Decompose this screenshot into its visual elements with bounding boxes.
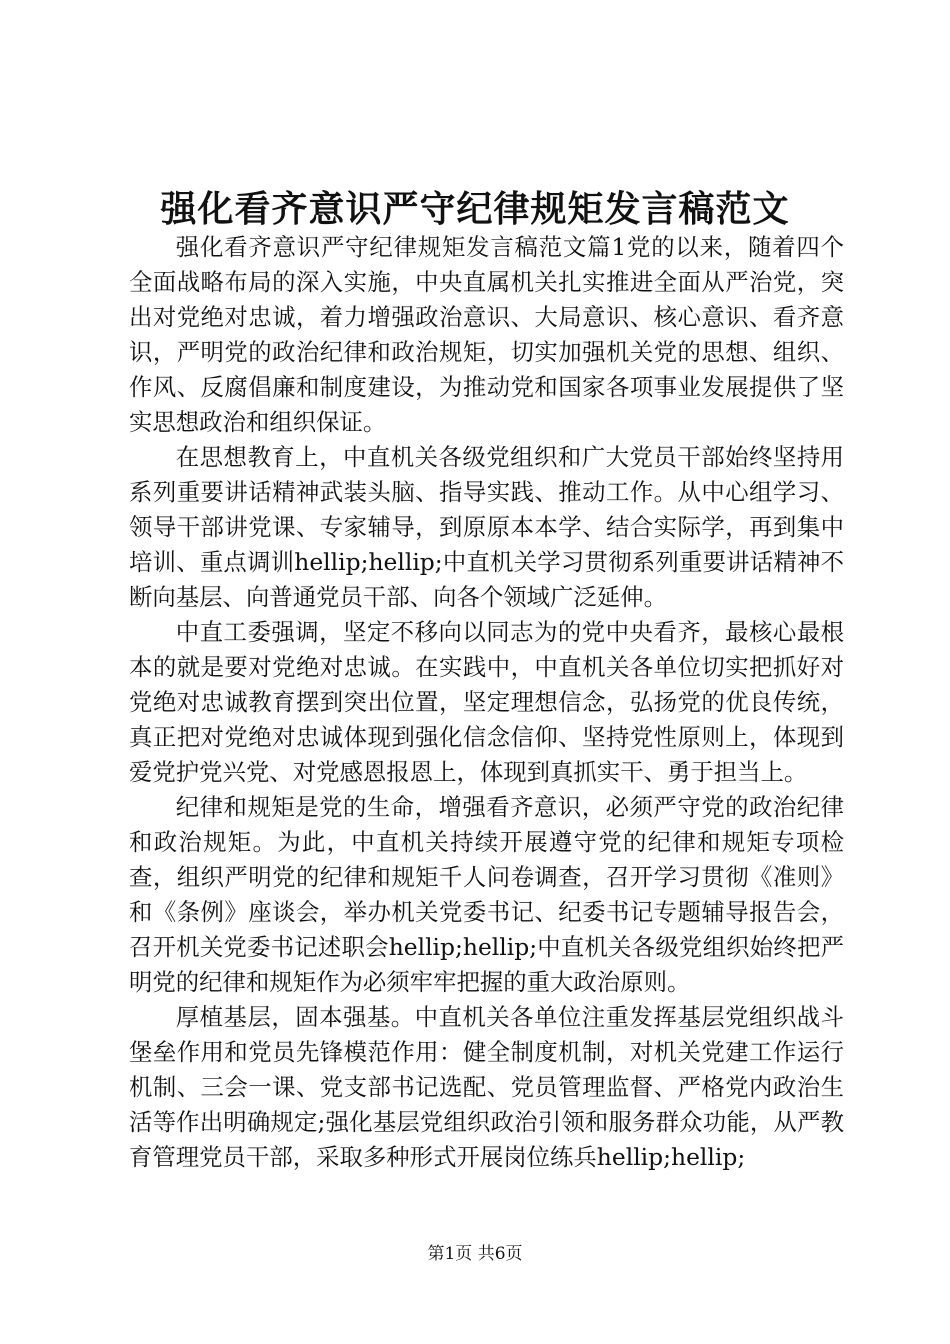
paragraph: 在思想教育上，中直机关各级党组织和广大党员干部始终坚持用系列重要讲话精神武装头脑、指导实践、推动工作。从中心组学习、领导干部讲党课、专家辅导，到原原本本学、结合实际学，再到集中培训、重点调训hellip;hellip;中直机关学习贯彻系列重要讲话精神不断向基层、向普通党员干部、向各个领域广泛延伸。 xyxy=(129,443,844,611)
document-body xyxy=(129,230,844,1175)
paragraph: 纪律和规矩是党的生命，增强看齐意识，必须严守党的政治纪律和政治规矩。为此，中直机关持续开展遵守党的纪律和规矩专项检查，组织严明党的纪律和规矩千人问卷调查，召开学习贯彻《准则》和《条例》座谈会，举办机关党委书记、纪委书记专题辅导报告会，召开机关党委书记述职会hellip;hellip;中直机关各级党组织始终把严明党的纪律和规矩作为必须牢牢把握的重大政治原则。 xyxy=(129,793,844,996)
paragraph: 强化看齐意识严守纪律规矩发言稿范文篇1党的以来，随着四个全面战略布局的深入实施，中央直属机关扎实推进全面从严治党，突出对党绝对忠诚，着力增强政治意识、大局意识、核心意识、看齐意识，严明党的政治纪律和政治规矩，切实加强机关党的思想、组织、作风、反腐倡廉和制度建设，为推动党和国家各项事业发展提供了坚实思想政治和组织保证。 xyxy=(129,233,844,436)
paragraph: 中直工委强调，坚定不移向以同志为的党中央看齐，最核心最根本的就是要对党绝对忠诚。在实践中，中直机关各单位切实把抓好对党绝对忠诚教育摆到突出位置，坚定理想信念，弘扬党的优良传统，真正把对党绝对忠诚体现到强化信念信仰、坚持党性原则上，体现到爱党护党兴党、对党感恩报恩上，体现到真抓实干、勇于担当上。 xyxy=(129,618,844,786)
page-footer: 第1页 共6页 xyxy=(427,1244,523,1264)
document-title: 强化看齐意识严守纪律规矩发言稿范文 xyxy=(160,188,790,230)
paragraph: 厚植基层，固本强基。中直机关各单位注重发挥基层党组织战斗堡垒作用和党员先锋模范作用：健全制度机制，对机关党建工作运行机制、三会一课、党支部书记选配、党员管理监督、严格党内政治生活等作出明确规定;强化基层党组织政治引领和服务群众功能，从严教育管理党员干部，采取多种形式开展岗位练兵hellip;hellip; xyxy=(129,1003,844,1171)
